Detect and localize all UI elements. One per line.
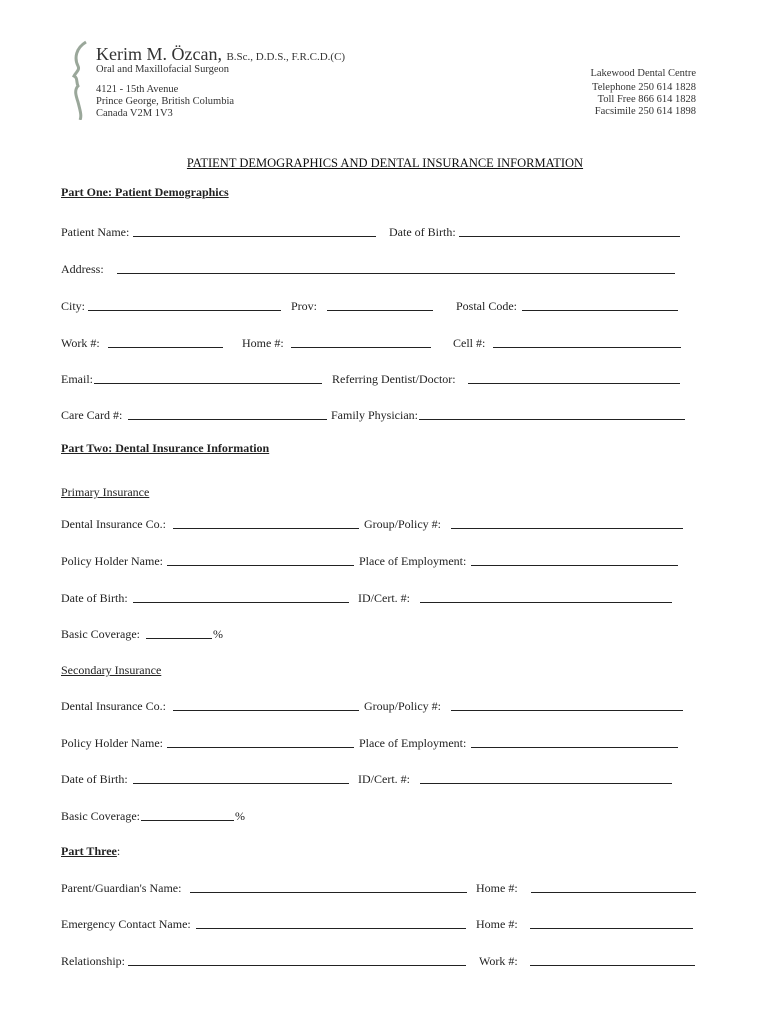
postal-code-field[interactable] [522,310,678,311]
parent-guardian-label: Parent/Guardian's Name: [61,881,182,895]
patient-name-label: Patient Name: [61,225,130,239]
part-one-heading: Part One: Patient Demographics [61,185,229,199]
care-card-label: Care Card #: [61,408,123,422]
secondary-insurance-co-label: Dental Insurance Co.: [61,699,166,713]
secondary-basic-coverage-field[interactable] [141,820,234,821]
home1-field[interactable] [531,892,696,893]
primary-insurance-heading: Primary Insurance [61,485,150,499]
city-label: City: [61,299,86,313]
secondary-id-cert-field[interactable] [420,783,672,784]
secondary-percent: % [235,809,245,823]
primary-group-policy-label: Group/Policy #: [364,517,441,531]
work3-field[interactable] [530,965,695,966]
home2-field[interactable] [530,928,693,929]
referring-label: Referring Dentist/Doctor: [332,372,456,386]
prov-field[interactable] [327,310,433,311]
primary-place-employment-field[interactable] [471,565,678,566]
relationship-label: Relationship: [61,954,125,968]
primary-place-employment-label: Place of Employment: [359,554,467,568]
address-line-1: 4121 - 15th Avenue [96,84,179,95]
patient-name-field[interactable] [133,236,376,237]
postal-code-label: Postal Code: [456,299,518,313]
primary-id-cert-label: ID/Cert. #: [358,591,410,605]
home2-label: Home #: [476,917,518,931]
cell-field[interactable] [493,347,681,348]
primary-insurance-co-label: Dental Insurance Co.: [61,517,166,531]
secondary-id-cert-label: ID/Cert. #: [358,772,410,786]
secondary-dob-field[interactable] [133,783,349,784]
primary-insurance-co-field[interactable] [173,528,359,529]
doctor-credentials: B.Sc., D.D.S., F.R.C.D.(C) [226,51,346,63]
primary-policy-holder-field[interactable] [167,565,354,566]
emergency-contact-field[interactable] [196,928,466,929]
email-label: Email: [61,372,93,386]
cell-label: Cell #: [453,336,486,350]
secondary-basic-coverage-label: Basic Coverage: [61,809,140,823]
secondary-insurance-heading: Secondary Insurance [61,663,162,677]
specialty: Oral and Maxillofacial Surgeon [96,64,230,75]
primary-basic-coverage-label: Basic Coverage: [61,627,140,641]
address-line-2: Prince George, British Columbia [96,96,235,107]
part-two-heading: Part Two: Dental Insurance Information [61,441,270,455]
city-field[interactable] [88,310,281,311]
toll-free: Toll Free 866 614 1828 [597,94,696,105]
address-field[interactable] [117,273,675,274]
email-field[interactable] [94,383,322,384]
telephone: Telephone 250 614 1828 [592,82,696,93]
primary-policy-holder-label: Policy Holder Name: [61,554,163,568]
parent-guardian-field[interactable] [190,892,467,893]
address-line-3: Canada V2M 1V3 [96,108,173,119]
emergency-contact-label: Emergency Contact Name: [61,917,191,931]
referring-field[interactable] [468,383,680,384]
family-physician-field[interactable] [419,419,685,420]
primary-basic-coverage-field[interactable] [146,638,212,639]
profile-logo-icon [66,40,96,120]
part-three-heading-text: Part Three [61,844,117,858]
home-field[interactable] [291,347,431,348]
secondary-place-employment-field[interactable] [471,747,678,748]
secondary-policy-holder-field[interactable] [167,747,354,748]
facsimile: Facsimile 250 614 1898 [594,106,696,117]
prov-label: Prov: [291,299,318,313]
primary-percent: % [213,627,223,641]
secondary-dob-label: Date of Birth: [61,772,128,786]
address-label: Address: [61,262,104,276]
primary-id-cert-field[interactable] [420,602,672,603]
relationship-field[interactable] [128,965,466,966]
family-physician-label: Family Physician: [331,408,418,422]
care-card-field[interactable] [128,419,327,420]
secondary-group-policy-field[interactable] [451,710,683,711]
home-label: Home #: [242,336,284,350]
work-label: Work #: [61,336,100,350]
primary-dob-field[interactable] [133,602,349,603]
dob-label: Date of Birth: [389,225,456,239]
primary-group-policy-field[interactable] [451,528,683,529]
home1-label: Home #: [476,881,518,895]
part-three-colon: : [116,844,121,858]
clinic-name: Lakewood Dental Centre [590,68,696,79]
work3-label: Work #: [479,954,518,968]
secondary-place-employment-label: Place of Employment: [359,736,467,750]
secondary-policy-holder-label: Policy Holder Name: [61,736,163,750]
secondary-group-policy-label: Group/Policy #: [364,699,441,713]
doctor-name: Kerim M. Özcan, B.Sc., D.D.S., F.R.C.D.(C) [96,44,346,64]
work-field[interactable] [108,347,223,348]
primary-dob-label: Date of Birth: [61,591,128,605]
secondary-insurance-co-field[interactable] [173,710,359,711]
dob-field[interactable] [459,236,680,237]
form-title: PATIENT DEMOGRAPHICS AND DENTAL INSURANCE INFORMATION [186,156,584,170]
part-three-heading [61,844,120,859]
